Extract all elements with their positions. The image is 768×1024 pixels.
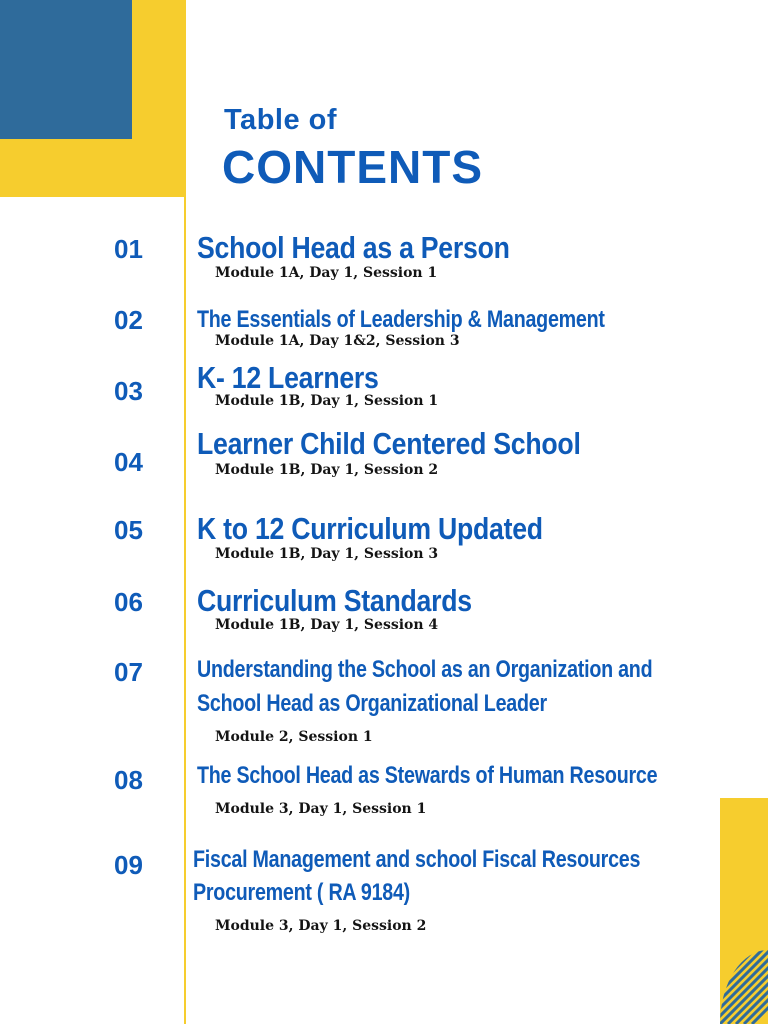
entry-title-line-2[interactable]: Procurement ( RA 9184)	[193, 879, 410, 906]
entry-title[interactable]: The Essentials of Leadership & Management	[197, 306, 605, 333]
entry-number: 03	[114, 376, 143, 406]
entry-session: Module 1B, Day 1, Session 4	[215, 617, 439, 633]
entry-title[interactable]: Curriculum Standards	[197, 583, 472, 618]
entry-title-line-1[interactable]: Understanding the School as an Organization and	[197, 656, 653, 683]
entry-session: Module 3, Day 1, Session 1	[215, 801, 427, 817]
entry-session: Module 1A, Day 1&2, Session 3	[215, 333, 460, 349]
entry-number: 09	[114, 850, 143, 880]
entry-title[interactable]: K- 12 Learners	[197, 360, 379, 395]
entry-number: 08	[114, 765, 143, 795]
page-title: CONTENTS	[222, 141, 483, 193]
decorative-blue-block	[0, 0, 132, 139]
entry-title[interactable]: School Head as a Person	[197, 230, 510, 265]
entry-session: Module 1A, Day 1, Session 1	[215, 265, 438, 281]
entry-title-line-2[interactable]: School Head as Organizational Leader	[197, 690, 547, 717]
entry-session: Module 1B, Day 1, Session 1	[215, 393, 439, 409]
entry-number: 07	[114, 657, 143, 687]
entry-number: 06	[114, 587, 143, 617]
entry-title[interactable]: The School Head as Stewards of Human Resource	[197, 762, 658, 789]
entry-session: Module 1B, Day 1, Session 2	[215, 462, 439, 478]
entry-title[interactable]: K to 12 Curriculum Updated	[197, 511, 543, 546]
entry-session: Module 2, Session 1	[215, 729, 373, 745]
decorative-stripes	[720, 950, 768, 1024]
entry-title[interactable]: Learner Child Centered School	[197, 426, 581, 461]
entry-number: 01	[114, 234, 143, 264]
entry-number: 05	[114, 515, 143, 545]
entry-title-line-1[interactable]: Fiscal Management and school Fiscal Resources	[193, 846, 641, 873]
vertical-divider	[184, 197, 186, 1024]
title-line-1: Table of	[224, 104, 338, 136]
entry-session: Module 1B, Day 1, Session 3	[215, 546, 439, 562]
entry-number: 02	[114, 305, 143, 335]
entry-number: 04	[114, 447, 143, 477]
entry-session: Module 3, Day 1, Session 2	[215, 918, 427, 934]
